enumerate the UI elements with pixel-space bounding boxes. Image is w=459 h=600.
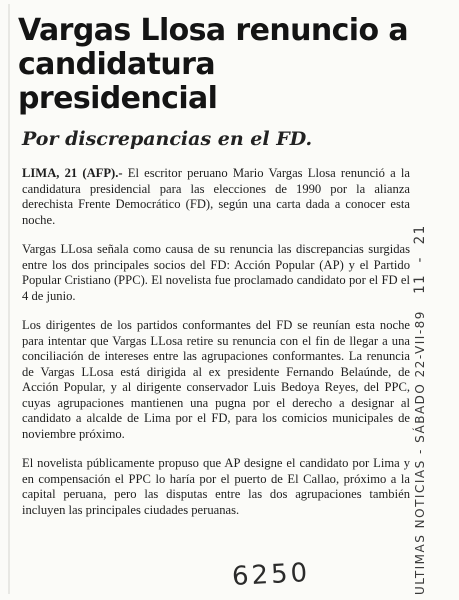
margin-source-note — [412, 35, 428, 595]
article-body — [22, 166, 410, 532]
clipping-edge — [8, 4, 10, 594]
headline-line-2: candidatura presidencial — [18, 47, 218, 116]
margin-handwritten-mark: 11 - 21 — [412, 224, 428, 295]
margin-source-text: ULTIMAS NOTICIAS - SÁBADO 22-VII-89 — [413, 310, 427, 595]
paragraph-3: Los dirigentes de los partidos conformantes del FD se reunían esta noche para intentar que Vargas LLosa retire su renuncia con el fin de llegar a una conciliación de intereses entre las agrupaciones conformantes. La renuncia de Vargas LLosa está dirigida al ex presidente Fernando Belaúnde, de Acción Popular, y al dirigente conservador Luis Bedoya Reyes, del PPC, cuyas agrupaciones mantienen una pugna por el derecho a designar al candidato a alcalde de Lima por el FD, para los comicios municipales de noviembre próximo. — [22, 318, 410, 441]
paragraph-1 — [22, 166, 410, 228]
subheadline: Por discrepancias en el FD. — [22, 128, 313, 150]
headline-line-1: Vargas Llosa renuncio a — [18, 13, 408, 48]
paragraph-1-text: El escritor peruano Mario Vargas Llosa renunció a la candidatura presidencial para las elecciones de 1990 por la alianza derechista Frente Democrático (FD), según una carta dada a conocer esta noche. — [22, 166, 410, 227]
headline — [18, 14, 418, 116]
paragraph-4: El novelista públicamente propuso que AP designe el candidato por Lima y en compensación el PPC lo haría por el puerto de El Callao, próximo a la capital peruana, pero las disputas entre las dos agrupaciones también incluyen las principales ciudades peruanas. — [22, 456, 410, 517]
dateline: LIMA, 21 (AFP).- — [22, 166, 123, 180]
paragraph-2: Vargas LLosa señala como causa de su renuncia las discrepancias surgidas entre los dos principales socios del FD: Acción Popular (AP) y el Partido Popular Cristiano (PPC). El novelista fue proclamado candidato por el FD el 4 de junio. — [22, 242, 410, 303]
handwritten-number: 6250 — [231, 557, 311, 593]
